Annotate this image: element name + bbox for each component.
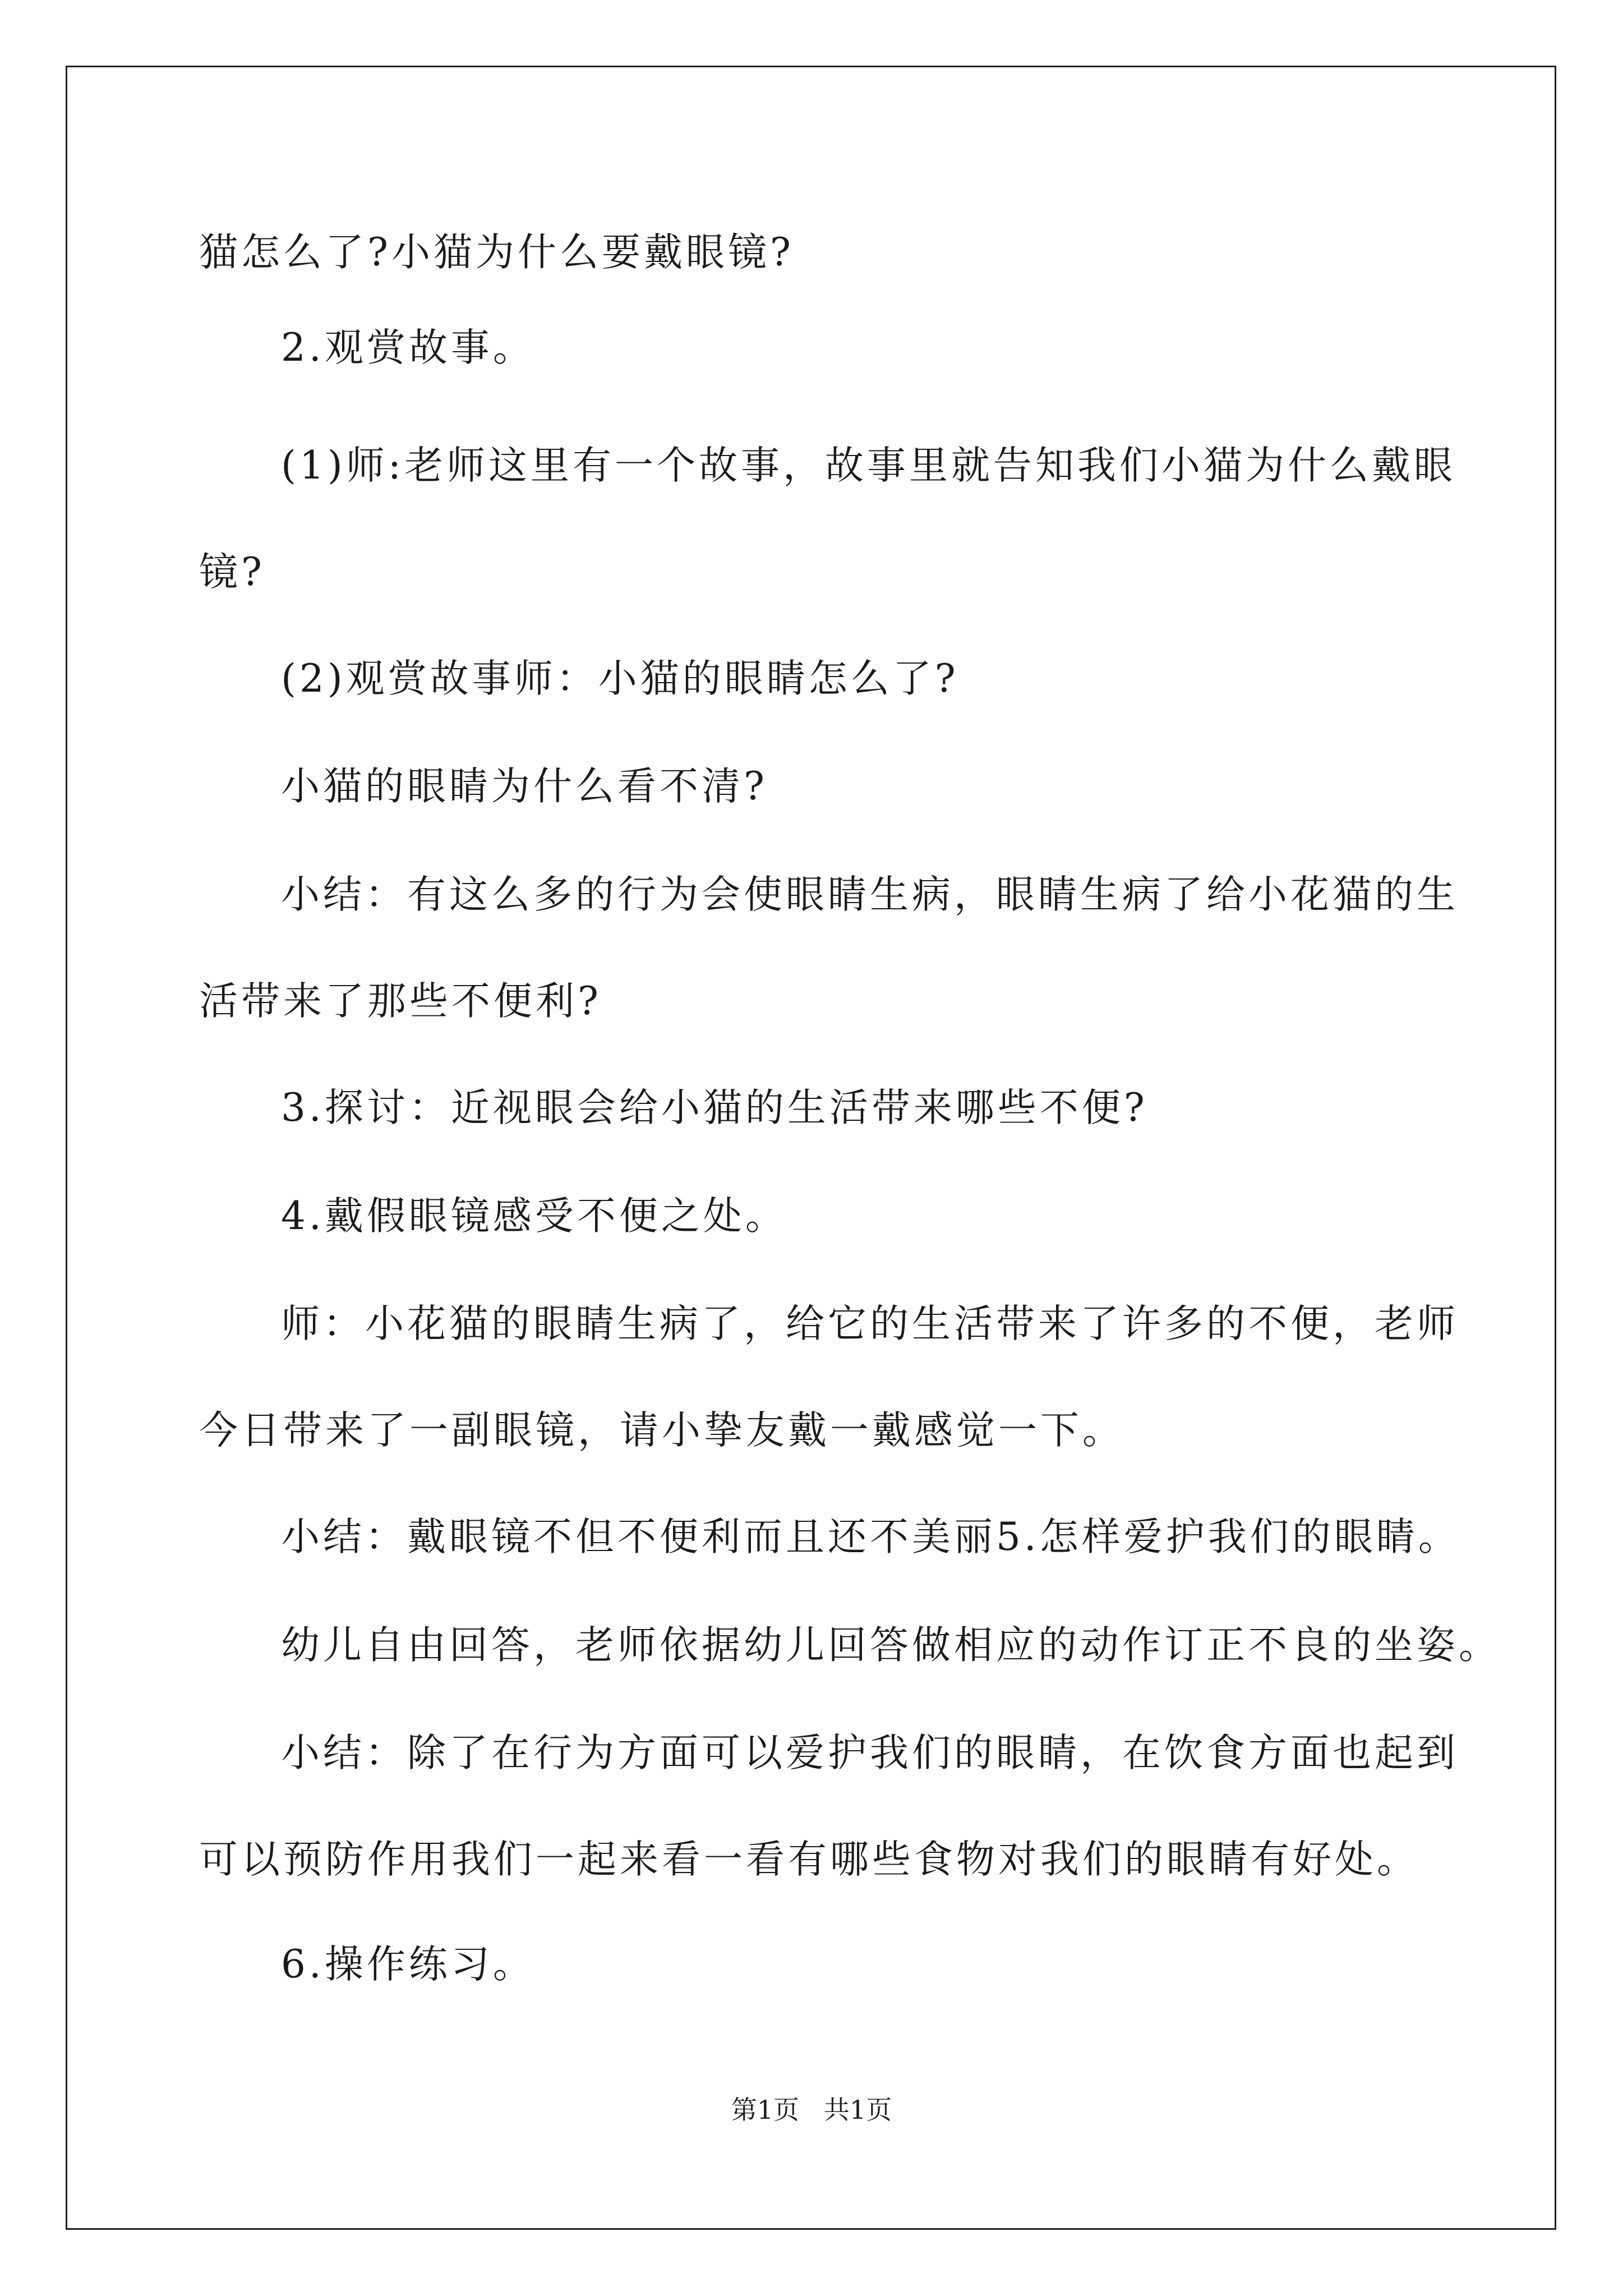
text-line: 镜?	[199, 550, 265, 595]
text-line: 可以预防作用我们一起来看一看有哪些食物对我们的眼睛有好处。	[199, 1837, 1419, 1882]
text-line: (1)师:老师这里有一个故事，故事里就告知我们小猫为什么戴眼	[281, 443, 1456, 488]
text-line: 活带来了那些不便利?	[199, 979, 602, 1024]
text-line: 小结：戴眼镜不但不便利而且还不美丽5.怎样爱护我们的眼睛。	[281, 1515, 1460, 1559]
text-line: 3.探讨：近视眼会给小猫的生活带来哪些不便?	[281, 1085, 1148, 1130]
text-line: 猫怎么了?小猫为什么要戴眼镜?	[199, 230, 794, 275]
text-line: 小猫的眼睛为什么看不清?	[281, 764, 768, 809]
text-line: (2)观赏故事师：小猫的眼睛怎么了?	[281, 656, 959, 701]
text-line: 幼儿自由回答，老师依据幼儿回答做相应的动作订正不良的坐姿。	[281, 1623, 1501, 1668]
text-line: 4.戴假眼镜感受不便之处。	[281, 1194, 787, 1239]
text-line: 小结：有这么多的行为会使眼睛生病，眼睛生病了给小花猫的生	[281, 872, 1459, 917]
page-border	[66, 66, 1556, 2230]
page-footer: 第1页 共1页	[731, 2095, 892, 2125]
text-line: 今日带来了一副眼镜，请小挚友戴一戴感觉一下。	[199, 1408, 1124, 1453]
text-line: 小结：除了在行为方面可以爱护我们的眼睛，在饮食方面也起到	[281, 1731, 1459, 1775]
text-line: 2.观赏故事。	[281, 325, 535, 370]
text-line: 师：小花猫的眼睛生病了，给它的生活带来了许多的不便，老师	[281, 1301, 1459, 1346]
text-line: 6.操作练习。	[281, 1942, 535, 1987]
